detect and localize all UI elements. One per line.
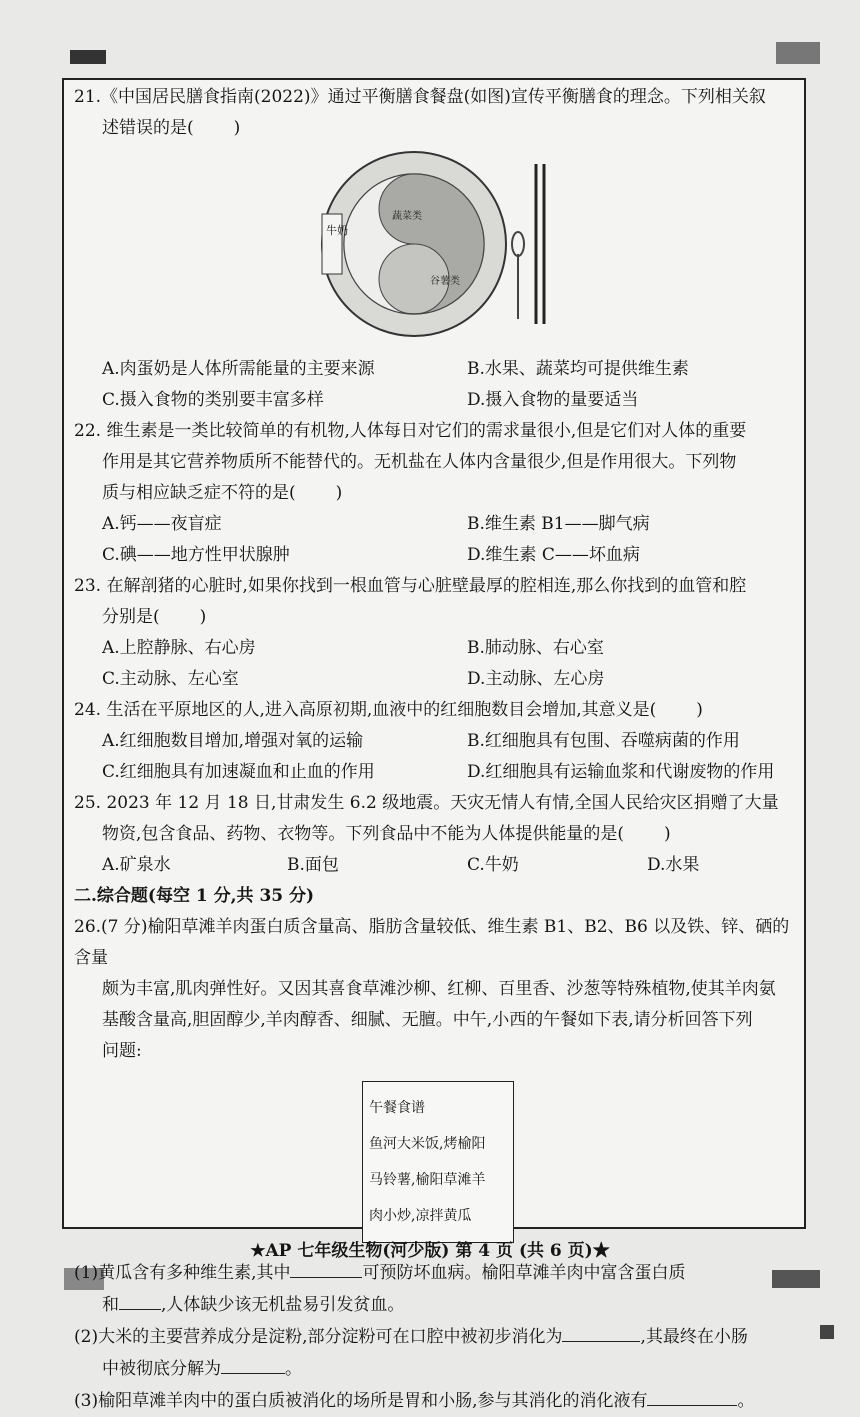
q23-option-d[interactable]: D.主动脉、左心房 <box>467 669 605 689</box>
q25-option-c[interactable]: C.牛奶 <box>467 855 519 875</box>
q23-option-c[interactable]: C.主动脉、左心室 <box>102 669 239 689</box>
q26-line-1: 26.(7 分)榆阳草滩羊肉蛋白质含量高、脂肪含量较低、维生素 B1、B2、B6 以及铁、锌、硒的含量 <box>74 917 790 968</box>
q23-line-2: 分别是( ) <box>102 607 207 627</box>
q24-option-a[interactable]: A.红细胞数目增加,增强对氧的运输 <box>102 731 364 751</box>
q22-line-2: 作用是其它营养物质所不能替代的。无机盐在人体内含量很少,但是作用很大。下列物 <box>102 452 737 472</box>
q25-option-a[interactable]: A.矿泉水 <box>102 855 171 875</box>
q25-line-1: 25. 2023 年 12 月 18 日,甘肃发生 6.2 级地震。天灾无情人有情,全国人民给灾区捐赠了大量 <box>74 793 779 813</box>
q21-options <box>74 354 804 416</box>
q21-option-b[interactable]: B.水果、蔬菜均可提供维生素 <box>467 359 689 379</box>
plate-label-grains: 谷薯类 <box>430 276 460 287</box>
q26-line-3: 基酸含量高,胆固醇少,羊肉醇香、细腻、无膻。中午,小西的午餐如下表,请分析回答下列 <box>102 1010 753 1030</box>
diet-plate-illustration <box>74 144 804 354</box>
q26-line-4: 问题: <box>102 1041 142 1061</box>
q24-options <box>74 726 804 788</box>
answer-blank-4[interactable] <box>221 1353 285 1374</box>
q22-option-a[interactable]: A.钙——夜盲症 <box>102 514 222 534</box>
q24-option-b[interactable]: B.红细胞具有包围、吞噬病菌的作用 <box>467 731 740 751</box>
spoon-head <box>512 232 524 256</box>
scan-mark-top-right <box>776 42 820 64</box>
q22-option-d[interactable]: D.维生素 C——坏血病 <box>467 545 640 565</box>
q24-line-1: 24. 生活在平原地区的人,进入高原初期,血液中的红细胞数目会增加,其意义是( ) <box>74 700 703 720</box>
q25-option-d[interactable]: D.水果 <box>647 855 700 875</box>
q21-option-a[interactable]: A.肉蛋奶是人体所需能量的主要来源 <box>102 359 375 379</box>
q26-part-2: (2)大米的主要营养成分是淀粉,部分淀粉可在口腔中被初步消化为 ,其最终在小肠 <box>74 1321 804 1353</box>
q26-part-3: (3)榆阳草滩羊肉中的蛋白质被消化的场所是胃和小肠,参与其消化的消化液有 。 <box>74 1385 804 1417</box>
q26-part-1: (1)黄瓜含有多种维生素,其中 可预防坏血病。榆阳草滩羊肉中富含蛋白质 <box>74 1257 804 1289</box>
q23-line-1: 23. 在解剖猪的心脏时,如果你找到一根血管与心脏壁最厚的腔相连,那么你找到的血管和腔 <box>74 576 747 596</box>
q22-line-1: 22. 维生素是一类比较简单的有机物,人体每日对它们的需求量很小,但是它们对人体的重要 <box>74 421 747 441</box>
exam-content <box>74 82 804 1417</box>
plate-label-vegetables: 蔬菜类 <box>392 211 422 222</box>
qr-code-icon <box>820 1325 834 1339</box>
q23-option-b[interactable]: B.肺动脉、右心室 <box>467 638 604 658</box>
answer-blank-5[interactable] <box>647 1385 737 1406</box>
q26-part-1-cont: 和 ,人体缺少该无机盐易引发贫血。 <box>74 1289 804 1321</box>
q22-options <box>74 509 804 571</box>
page-footer: ★AP 七年级生物(河少版) 第 4 页 (共 6 页)★ <box>250 1241 610 1261</box>
answer-blank-3[interactable] <box>562 1321 640 1342</box>
q22-option-c[interactable]: C.碘——地方性甲状腺肿 <box>102 545 290 565</box>
section-heading: 二.综合题(每空 1 分,共 35 分) <box>74 886 315 906</box>
q26-part-2-cont: 中被彻底分解为 。 <box>74 1353 804 1385</box>
q25-options <box>74 850 804 881</box>
menu-title: 午餐食谱 <box>369 1100 425 1116</box>
milk-cup <box>322 214 342 274</box>
q21-option-c[interactable]: C.摄入食物的类别要丰富多样 <box>102 390 324 410</box>
q21-option-d[interactable]: D.摄入食物的量要适当 <box>467 390 639 410</box>
menu-line-3: 肉小炒,凉拌黄瓜 <box>369 1208 472 1224</box>
plate-label-milk: 牛奶 <box>326 224 348 237</box>
q25-option-b[interactable]: B.面包 <box>287 855 339 875</box>
lunch-menu-table <box>362 1081 514 1243</box>
menu-line-2: 马铃薯,榆阳草滩羊 <box>369 1172 486 1188</box>
q22-option-b[interactable]: B.维生素 B1——脚气病 <box>467 514 650 534</box>
q26-line-2: 颇为丰富,肌肉弹性好。又因其喜食草滩沙柳、红柳、百里香、沙葱等特殊植物,使其羊肉氨 <box>102 979 776 999</box>
q24-option-d[interactable]: D.红细胞具有运输血浆和代谢废物的作用 <box>467 762 775 782</box>
balanced-diet-plate-figure <box>74 144 804 354</box>
scan-mark-top-left <box>70 50 106 64</box>
q23-options <box>74 633 804 695</box>
q23-option-a[interactable]: A.上腔静脉、右心房 <box>102 638 256 658</box>
answer-blank-2[interactable] <box>119 1289 161 1310</box>
menu-line-1: 鱼河大米饭,烤榆阳 <box>369 1136 486 1152</box>
q21-stem: 21.《中国居民膳食指南(2022)》通过平衡膳食餐盘(如图)宣传平衡膳食的理念。下列相关叙 <box>74 87 766 107</box>
q22-line-3: 质与相应缺乏症不符的是( ) <box>102 483 343 503</box>
q24-option-c[interactable]: C.红细胞具有加速凝血和止血的作用 <box>102 762 375 782</box>
q21-stem-2: 述错误的是( ) <box>102 118 241 138</box>
q25-line-2: 物资,包含食品、药物、衣物等。下列食品中不能为人体提供能量的是( ) <box>102 824 671 844</box>
